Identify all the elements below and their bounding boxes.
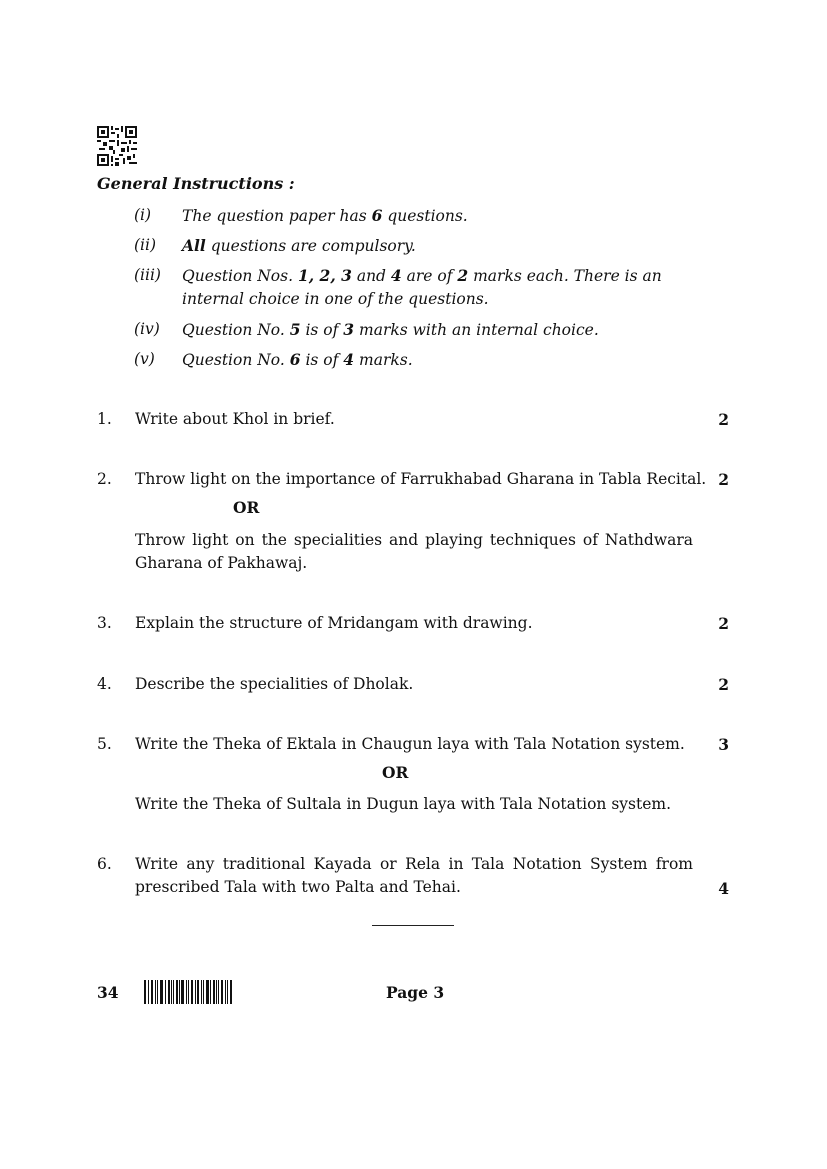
question-number: 1.: [97, 410, 112, 428]
qr-code-icon: [97, 126, 137, 166]
question-number: 5.: [97, 735, 112, 753]
question-5: [97, 733, 737, 756]
end-rule: [372, 925, 454, 926]
question-4: [97, 673, 737, 696]
instruction-number: (ii): [134, 236, 157, 254]
question-6: [97, 853, 737, 899]
question-5-alternative: [97, 793, 737, 816]
question-text: Write the Theka of Ektala in Chaugun laya with Tala Notation system.: [135, 735, 685, 753]
question-text: Explain the structure of Mridangam with drawing.: [135, 614, 533, 632]
question-number: 4.: [97, 675, 112, 693]
instruction-item: [134, 318, 734, 342]
instruction-number: (iv): [134, 320, 160, 338]
question-text: Write about Khol in brief.: [135, 410, 335, 428]
or-separator: OR: [233, 498, 260, 517]
question-marks: 2: [718, 470, 729, 489]
instruction-text: Question Nos. 1, 2, 3 and 4 are of 2 marks each. There is an internal choice in one of the questions.: [182, 266, 662, 308]
paper-code: 34: [97, 983, 119, 1002]
question-text: Describe the specialities of Dholak.: [135, 675, 414, 693]
question-1: [97, 408, 737, 431]
question-number: 3.: [97, 614, 112, 632]
question-marks: 2: [718, 675, 729, 694]
instruction-number: (iii): [134, 266, 161, 284]
or-separator: OR: [382, 763, 409, 782]
general-instructions-heading: General Instructions :: [97, 174, 295, 193]
instruction-text: Question No. 6 is of 4 marks.: [182, 350, 413, 369]
question-alt-text: Write the Theka of Sultala in Dugun laya with Tala Notation system.: [135, 795, 672, 813]
question-marks: 2: [718, 614, 729, 633]
question-number: 6.: [97, 855, 112, 873]
instruction-item: [134, 234, 734, 258]
instruction-item: [134, 204, 734, 228]
instruction-text: All questions are compulsory.: [182, 236, 416, 255]
instruction-text: The question paper has 6 questions.: [182, 206, 468, 225]
question-marks: 2: [718, 410, 729, 429]
question-text: Write any traditional Kayada or Rela in Tala Notation System from prescribed Tala with two Palta and Tehai.: [135, 855, 693, 896]
question-alt-text: Throw light on the specialities and playing techniques of Nathdwara Gharana of Pakhawaj.: [135, 531, 693, 572]
question-2-alternative: [97, 529, 737, 575]
question-marks: 4: [718, 879, 729, 898]
question-text: Throw light on the importance of Farrukhabad Gharana in Tabla Recital.: [135, 470, 707, 488]
instruction-item: [134, 264, 734, 311]
question-3: [97, 612, 737, 635]
instruction-number: (v): [134, 350, 155, 368]
instruction-item: [134, 348, 734, 372]
question-marks: 3: [718, 735, 729, 754]
question-2: [97, 468, 737, 491]
question-number: 2.: [97, 470, 112, 488]
instruction-text: Question No. 5 is of 3 marks with an internal choice.: [182, 320, 599, 339]
instruction-number: (i): [134, 206, 152, 224]
page-number: Page 3: [386, 983, 445, 1002]
barcode-icon: [144, 980, 232, 1004]
